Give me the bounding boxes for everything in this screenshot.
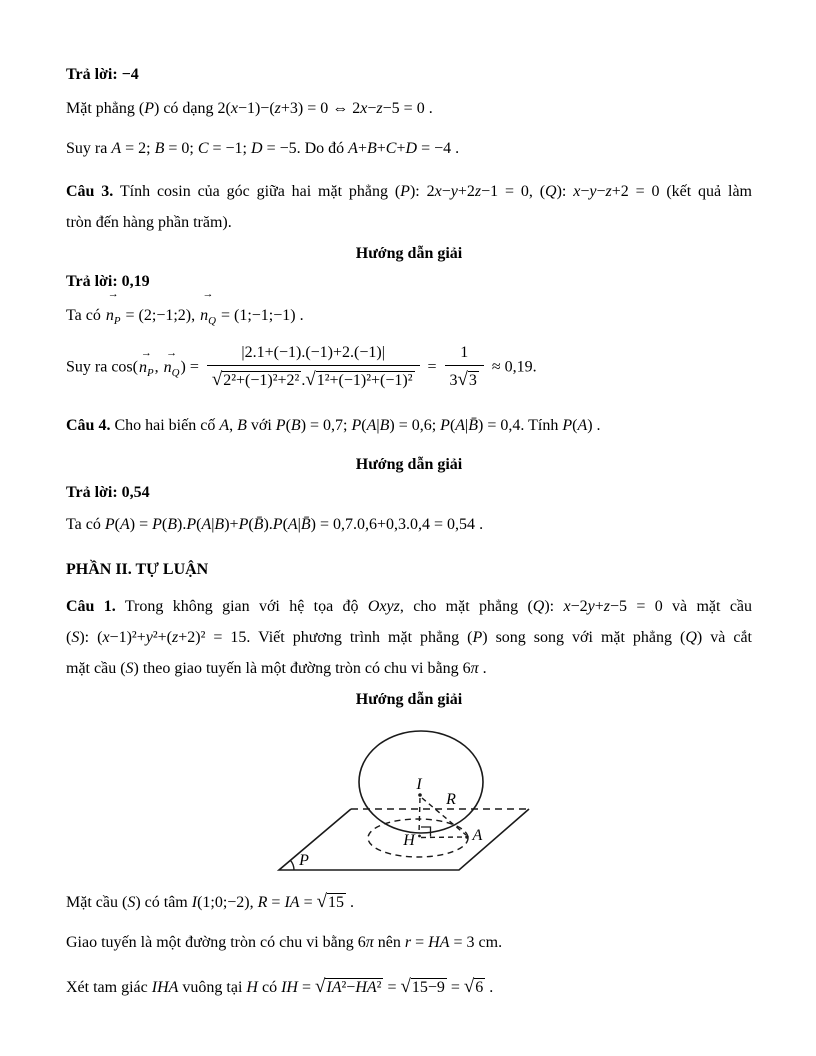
solution-step-q1-1: Mặt cầu (S) có tâm I(1;0;−2), R = IA = √ 15 . <box>66 887 752 918</box>
vector-arrow-icon: → <box>140 346 152 359</box>
math-run: Oxyz <box>367 597 400 615</box>
answer-value: 0,19 <box>121 273 150 290</box>
solution-step-prev-1: Mặt phẳng (P) có dạng 2(x−1)−(z+3) = 0 ⇔ 2x−z−5 = 0 . <box>66 100 433 117</box>
math-run: (S): (x−1)²+y²+(z+2)² = 15 <box>66 628 247 646</box>
vector-arrow-icon: → <box>107 288 119 300</box>
question-3-stem-line-1: Câu 3. Tính cosin của góc giữa hai mặt phẳng (P): 2x−y+2z−1 = 0, (Q): x−y−z+2 = 0 (kết quả làm <box>66 183 753 200</box>
guide-heading: Hướng dẫn giải <box>355 690 463 708</box>
answer-line-q3 <box>66 268 752 296</box>
math-run: IHA <box>151 978 179 996</box>
sphere-plane-diagram <box>271 714 547 878</box>
solution-step-prev-2: Suy ra A = 2; B = 0; C = −1; D = −5. Do đó A+B+C+D = −4 . <box>66 140 460 157</box>
question-3-stem-line-2: tròn đến hàng phần trăm). <box>66 214 232 231</box>
square-root: √ IA²−HA² <box>315 979 383 996</box>
answer-label: Trả lời: <box>66 483 118 501</box>
math-run: 2(x−1)−(z+3) = 0 ⇔ 2x−z−5 = 0 <box>217 100 425 117</box>
math-run: (P) <box>138 100 160 117</box>
question-1-label: Câu 1. <box>66 597 116 615</box>
label-h: H <box>403 831 415 849</box>
question-1-stem-line-1: Câu 1. Trong không gian với hệ tọa độ Oxyz, cho mặt phẳng (Q): x−2y+z−5 = 0 và mặt cầu <box>66 597 753 615</box>
math-run: A+B+C+D = −4 <box>348 140 452 157</box>
answer-label: Trả lời: <box>66 273 118 290</box>
math-run: (P) <box>467 628 488 646</box>
vector-n-q: → $n_Q$ <box>200 288 216 328</box>
question-1-stem-line-2: (S): (x−1)²+y²+(z+2)² = 15. Viết phương trình mặt phẳng (P) song song với mặt phẳng (Q) và cắt <box>66 628 752 646</box>
vector-arrow-icon: → <box>202 288 214 300</box>
label-a: A <box>472 826 483 844</box>
angle-arc <box>290 860 294 870</box>
segment-ih <box>419 798 420 834</box>
math-run: A = 2; B = 0; C = −1; D = −5 <box>111 140 297 157</box>
fraction: $\frac{1}{3 √ 3}$ <box>445 343 484 393</box>
square-root: √ 15−9 <box>400 979 446 996</box>
question-1-stem-line-3: mặt cầu (S) theo giao tuyến là một đường tròn có chu vi bằng 6π . <box>66 659 487 677</box>
math-run: (S) <box>120 659 139 677</box>
guide-heading: Hướng dẫn giải <box>355 455 463 473</box>
square-root: √ 15 <box>317 894 346 911</box>
square-root: √ 6 <box>464 979 485 996</box>
square-root: √ 3 <box>458 372 479 389</box>
math-run: (Q): x−2y+z−5 = 0 <box>527 597 663 615</box>
solution-figure <box>271 714 547 883</box>
question-1-stem <box>66 591 752 684</box>
math-run: (Q) <box>680 628 703 646</box>
point-i <box>418 793 422 797</box>
answer-line-q4 <box>66 479 752 507</box>
fraction: |2.1+(−1).(−1)+2.(−1)| √ 2²+(−1)²+2² . √ 1²+(−1)²+(−1)² <box>207 343 420 393</box>
answer-value: −4 <box>121 66 139 83</box>
answer-value: 0,54 <box>121 483 150 501</box>
vector-n-p: → $n_P$ <box>138 346 154 379</box>
point-a <box>465 835 469 839</box>
math-run: 6π <box>357 933 374 951</box>
math-run: P(A) = P(B).P(A|B)+P(B̄).P(A|B̄) = 0,7.0,6+0,3.0,4 = 0,54 <box>104 515 476 533</box>
solution-step-q3-1: Ta có → $n_P$ = (2;−1;2), → $n_Q$ = (1;−1;−1) . <box>66 298 752 337</box>
question-3-stem <box>66 176 752 238</box>
math-run: A, B <box>219 416 247 434</box>
label-p: P <box>299 851 309 869</box>
square-root: √ 1²+(−1)²+(−1)² <box>305 372 414 389</box>
math-run: H <box>246 978 258 996</box>
math-run: r = HA = 3 <box>404 933 475 951</box>
point-h <box>418 834 421 837</box>
solution-step-q1-3: Xét tam giác IHA vuông tại H có IH = √ IA²−HA² = √ 15−9 = √ 6 . <box>66 970 752 1005</box>
question-3-label: Câu 3. <box>66 183 114 200</box>
math-run: = (2;−1;2), <box>121 307 200 324</box>
right-angle-mark <box>421 827 431 837</box>
question-4-stem: Câu 4. Cho hai biến cố A, B với P(B) = 0,7; P(A|B) = 0,6; P(A|B̄) = 0,4. Tính P(A) . <box>66 416 601 434</box>
answer-label: Trả lời: <box>66 66 118 83</box>
square-root: √ 2²+(−1)²+2² <box>212 372 301 389</box>
math-run: P(A) <box>562 416 593 434</box>
solution-step-q3-2: Suy ra cos( → $n_P$, → $n_Q$) = |2.1+(−1).(−1)+2.(−1)| √ 2²+(−1)²+2² . √ 1²+(−1)²+(−1)² = $\frac{1}{3 √ 3}$ ≈ 0,19. <box>66 339 752 395</box>
math-run: = (1;−1;−1) <box>216 307 296 324</box>
math-run: (P): 2x−y+2z−1 = 0, (Q): x−y−z+2 = 0 <box>394 183 660 200</box>
segment-ha <box>421 837 465 838</box>
cos-function: cos( <box>111 358 138 376</box>
question-4-label: Câu 4. <box>66 416 111 434</box>
label-r: R <box>446 790 456 808</box>
math-run: 6π <box>462 659 479 677</box>
label-i: I <box>416 775 422 793</box>
guide-heading: Hướng dẫn giải <box>355 245 463 262</box>
vector-n-p: → $n_P$ <box>105 288 121 328</box>
math-run: I(1;0;−2), R = IA = <box>191 893 317 911</box>
vector-n-q: → $n_Q$ <box>163 346 180 379</box>
answer-line-prev <box>66 60 752 90</box>
math-run: IH = <box>281 978 316 996</box>
solution-step-q4-1: Ta có P(A) = P(B).P(A|B)+P(B̄).P(A|B̄) = 0,7.0,6+0,3.0,4 = 0,54 . <box>66 515 484 533</box>
vector-arrow-icon: → <box>166 346 178 359</box>
math-run: (S) <box>121 893 141 911</box>
solution-step-q1-2: Giao tuyến là một đường tròn có chu vi bằng 6π nên r = HA = 3 cm. <box>66 933 503 951</box>
part-2-heading: PHẦN II. TỰ LUẬN <box>66 560 209 578</box>
math-run: P(B) = 0,7; P(A|B) = 0,6; P(A|B̄) = 0,4 <box>275 416 521 434</box>
